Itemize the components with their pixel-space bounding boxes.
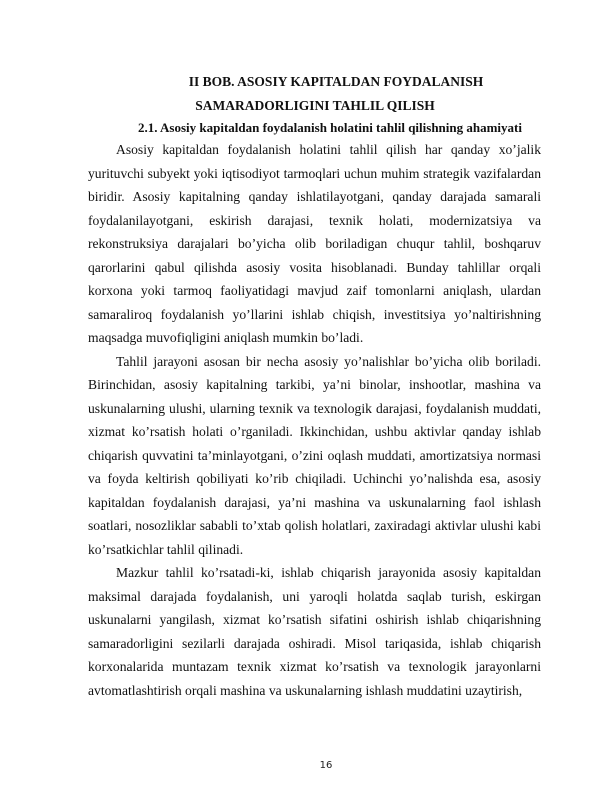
chapter-title-line1: II BOB. ASOSIY KAPITALDAN FOYDALANISH	[188, 74, 484, 89]
paragraph-2: Tahlil jarayoni asosan bir necha asosiy yo’nalishlar bo’yicha olib boriladi. Birinchidan, asosiy kapitalning tarkibi, ya’ni binolar, inshootlar, mashina va uskunalarning ulushi, ularning texnik va texnologik darajasi, foydalanish muddati, xizmat ko’rsatish holati o’rganiladi. Ikkinchidan, ushbu aktivlar qanday ishlab chiqarish quvvatini ta’minlayotgani, o’zini oqlash muddati, amortizatsiya normasi va foyda keltirish qobiliyati ko’rib chiqiladi. Uchinchi yo’nalishda esa, asosiy kapitaldan foydalanish darajasi, ya’ni mashina va uskunalarning faol ishlash soatlari, nosozliklar sababli to’xtab qolish holatlari, zaxiradagi aktivlar ulushi kabi ko’rsatkichlar tahlil qilinadi.	[88, 353, 541, 557]
section-title: 2.1. Asosiy kapitaldan foydalanish holatini tahlil qilishning ahamiyati	[138, 120, 522, 135]
chapter-title-line2: SAMARADORLIGINI TAHLIL QILISH	[195, 98, 435, 113]
chapter-title	[60, 70, 612, 118]
paragraph-3: Mazkur tahlil ko’rsatadi-ki, ishlab chiqarish jarayonida asosiy kapitaldan maksimal darajada foydalanish, uni yaroqli holatda saqlab turish, eskirgan uskunalarni yangilash, xizmat ko’rsatish sifatini oshirish ishlab chiqarishning samaradorligini sezilarli darajada oshiradi. Misol tariqasida, ishlab chiqarish korxonalarida muntazam texnik xizmat ko’rsatish va texnologik jarayonlarni avtomatlashtirish orqali mashina va uskunalarning ishlash muddatini uzaytirish,	[88, 565, 541, 698]
paragraph-1: Asosiy kapitaldan foydalanish holatini tahlil qilish har qanday xo’jalik yurituvchi subyekt yoki iqtisodiyot tarmoqlari uchun muhim strategik vazifalardan biridir. Asosiy kapitalning qanday ishlatilayotgani, qanday darajada samarali foydalanilayotgani, eskirish darajasi, texnik holati, modernizatsiya va rekonstruksiya darajalari bo’yicha olib boriladigan chuqur tahlil, boshqaruv qarorlarini qabul qilishda asosiy vosita hisoblanadi. Bunday tahlillar orqali korxona yoki tarmoq faoliyatidagi mavjud zaif tomonlarni aniqlash, ulardan samaraliroq foydalanish yo’llarini ishlab chiqish, investitsiya yo’naltirishning maqsadga muvofiqligini aniqlash mumkin bo’ladi.	[88, 142, 541, 345]
page-number: 16	[319, 760, 333, 771]
body-text	[88, 138, 541, 702]
